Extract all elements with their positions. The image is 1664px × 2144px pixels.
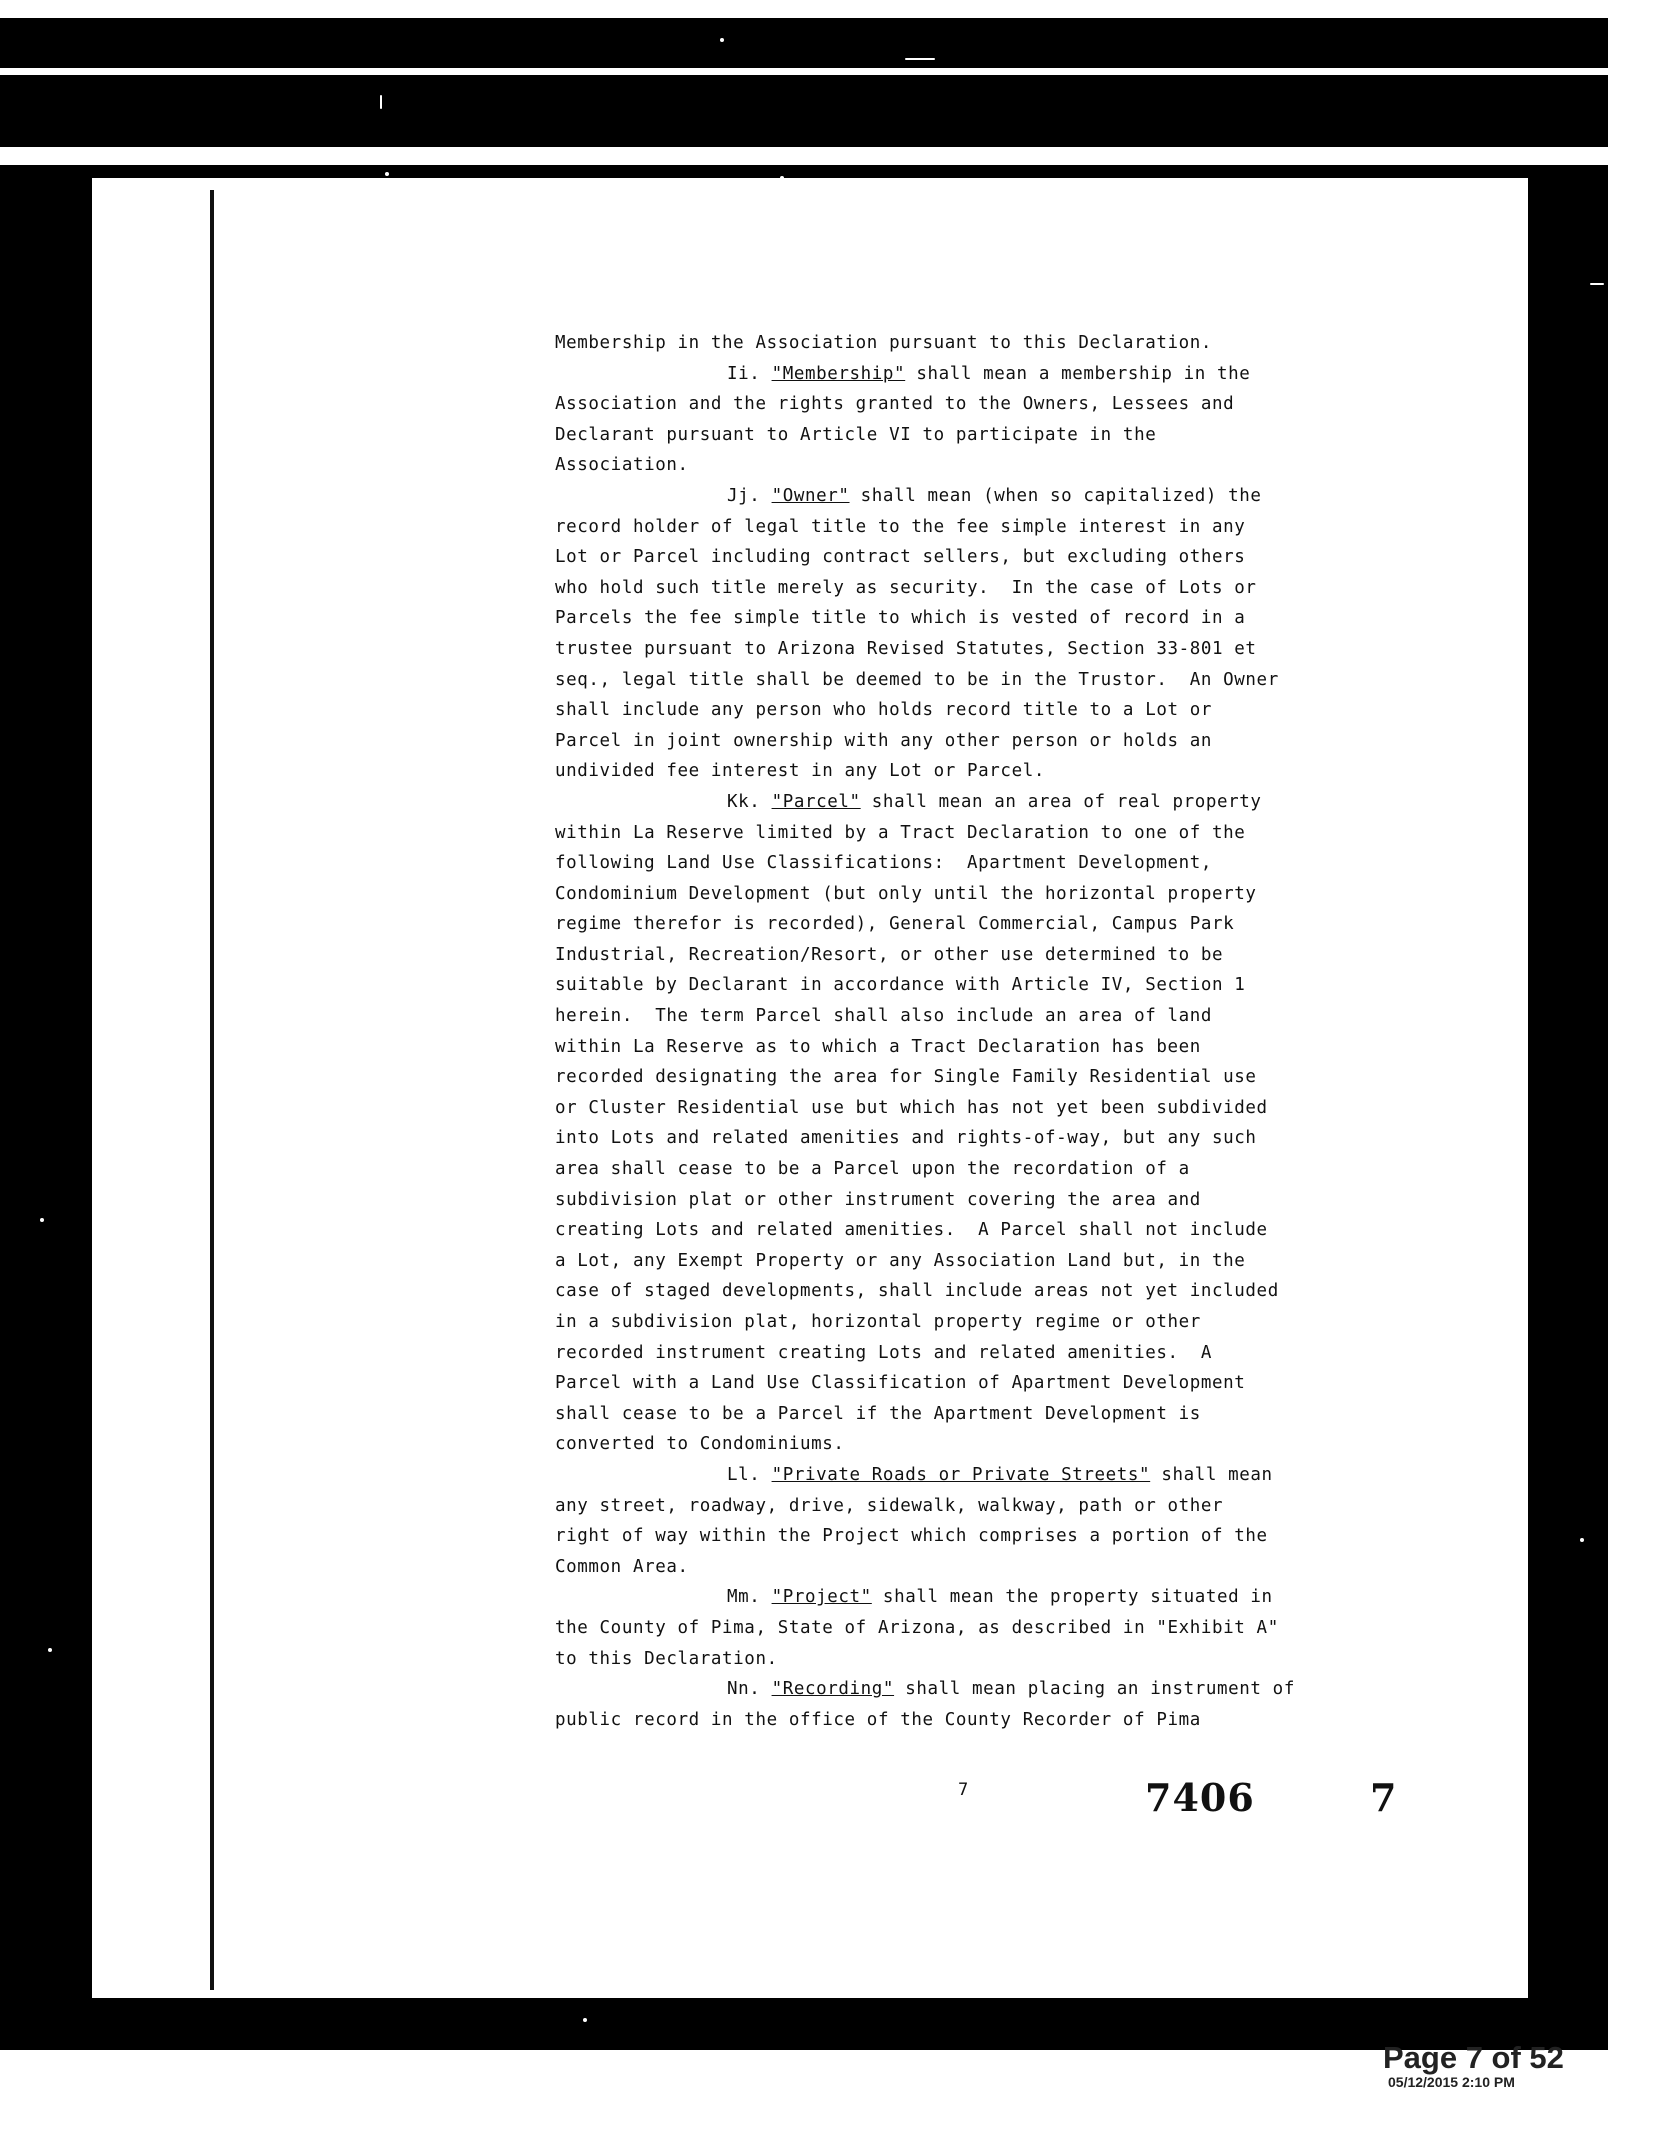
text-line: within La Reserve as to which a Tract Declaration has been [555,1036,1201,1057]
scan-speck [905,58,935,60]
text-line: seq., legal title shall be deemed to be in the Trustor. An Owner [555,669,1279,690]
text-line: into Lots and related amenities and rights-of-way, but any such [555,1128,1257,1149]
text-line: Parcel in joint ownership with any other person or holds an [555,730,1213,751]
definition-label: Mm. [727,1587,761,1608]
text-line: within La Reserve limited by a Tract Declaration to one of the [555,822,1246,843]
text-line: who hold such title merely as security. In the case of Lots or [555,577,1257,598]
definition-label: Nn. [727,1679,761,1700]
defined-term: "Owner" [771,485,850,506]
defined-term: "Recording" [771,1679,895,1700]
text-line: Common Area. [555,1556,689,1577]
scan-speck [1580,1538,1584,1542]
definition-label: Jj. [727,485,761,506]
text-line: subdivision plat or other instrument covering the area and [555,1189,1201,1210]
scan-speck [583,2018,587,2022]
text-line: converted to Condominiums. [555,1434,845,1455]
defined-term: "Membership" [771,363,906,384]
declaration-text [555,328,1375,1735]
definition-line [555,787,1375,818]
text-line: a Lot, any Exempt Property or any Association Land but, in the [555,1250,1246,1271]
text-line: suitable by Declarant in accordance with Article IV, Section 1 [555,975,1246,996]
definition-text: shall mean a membership in the [905,363,1251,384]
text-line: Membership in the Association pursuant to this Declaration. [555,333,1213,353]
scan-speck [385,172,389,176]
text-line: shall include any person who holds record title to a Lot or [555,700,1213,721]
text-line: creating Lots and related amenities. A Parcel shall not include [555,1220,1268,1241]
definition-line [555,1674,1375,1705]
text-line: trustee pursuant to Arizona Revised Statutes, Section 33-801 et [555,638,1257,659]
definition-text: shall mean [1150,1464,1273,1485]
docket-number: 7406 [1145,1775,1255,1820]
scan-speck [780,176,784,180]
text-line: shall cease to be a Parcel if the Apartment Development is [555,1403,1201,1424]
text-line: in a subdivision plat, horizontal property regime or other [555,1312,1201,1332]
definition-line [555,481,1375,512]
scan-speck [40,1218,44,1222]
text-line: record holder of legal title to the fee simple interest in any [555,516,1246,537]
timestamp: 05/12/2015 2:10 PM [1388,2074,1515,2090]
scan-speck [48,1648,52,1652]
text-line: following Land Use Classifications: Apartment Development, [555,853,1213,874]
text-line: to this Declaration. [555,1648,778,1669]
text-line: any street, roadway, drive, sidewalk, walkway, path or other [555,1495,1224,1516]
defined-term: "Project" [771,1587,872,1608]
definition-line [555,359,1375,390]
defined-term: "Private Roads or Private Streets" [771,1464,1151,1485]
text-line: area shall cease to be a Parcel upon the recordation of a [555,1159,1190,1180]
text-line: Condominium Development (but only until the horizontal property [555,883,1257,904]
page-number-right: 7 [1370,1775,1397,1820]
page-edge-line [210,190,214,1990]
definition-text: shall mean the property situated in [871,1587,1273,1608]
scan-speck [380,95,382,109]
text-line: the County of Pima, State of Arizona, as described in "Exhibit A" [555,1617,1279,1638]
definition-line [555,1582,1375,1613]
text-line: Parcels the fee simple title to which is vested of record in a [555,608,1246,629]
definition-text: shall mean an area of real property [860,791,1262,812]
definition-label: Ll. [727,1464,761,1485]
text-line: Association. [555,455,689,476]
definition-text: shall mean (when so capitalized) the [849,485,1262,506]
scan-border-top [0,18,1608,68]
text-line: Lot or Parcel including contract sellers, but excluding others [555,547,1246,568]
text-line: recorded designating the area for Single Family Residential use [555,1067,1257,1088]
text-line: right of way within the Project which comprises a portion of the [555,1526,1268,1547]
text-line: case of staged developments, shall include areas not yet included [555,1281,1279,1302]
text-line: Association and the rights granted to the Owners, Lessees and [555,394,1235,415]
page-number: 7 [958,1780,969,1800]
text-line: or Cluster Residential use but which has not yet been subdivided [555,1097,1268,1118]
definition-label: Kk. [727,791,761,812]
scan-border-top-2 [0,75,1608,147]
text-line: Parcel with a Land Use Classification of Apartment Development [555,1373,1246,1394]
text-line: regime therefor is recorded), General Commercial, Campus Park [555,914,1235,935]
scan-speck [720,38,724,42]
defined-term: "Parcel" [771,791,861,812]
text-line: Declarant pursuant to Article VI to participate in the [555,424,1157,445]
scan-speck [1590,283,1604,285]
page-of-label: Page 7 of 52 [1383,2040,1564,2075]
definition-text: shall mean placing an instrument of [894,1679,1295,1700]
definition-line [555,1460,1375,1491]
text-line: recorded instrument creating Lots and related amenities. A [555,1342,1213,1363]
text-line: public record in the office of the County Recorder of Pima [555,1709,1201,1730]
text-line: Industrial, Recreation/Resort, or other use determined to be [555,944,1224,965]
text-line: herein. The term Parcel shall also include an area of land [555,1006,1213,1027]
definition-label: Ii. [727,363,761,384]
text-line: undivided fee interest in any Lot or Parcel. [555,761,1045,782]
